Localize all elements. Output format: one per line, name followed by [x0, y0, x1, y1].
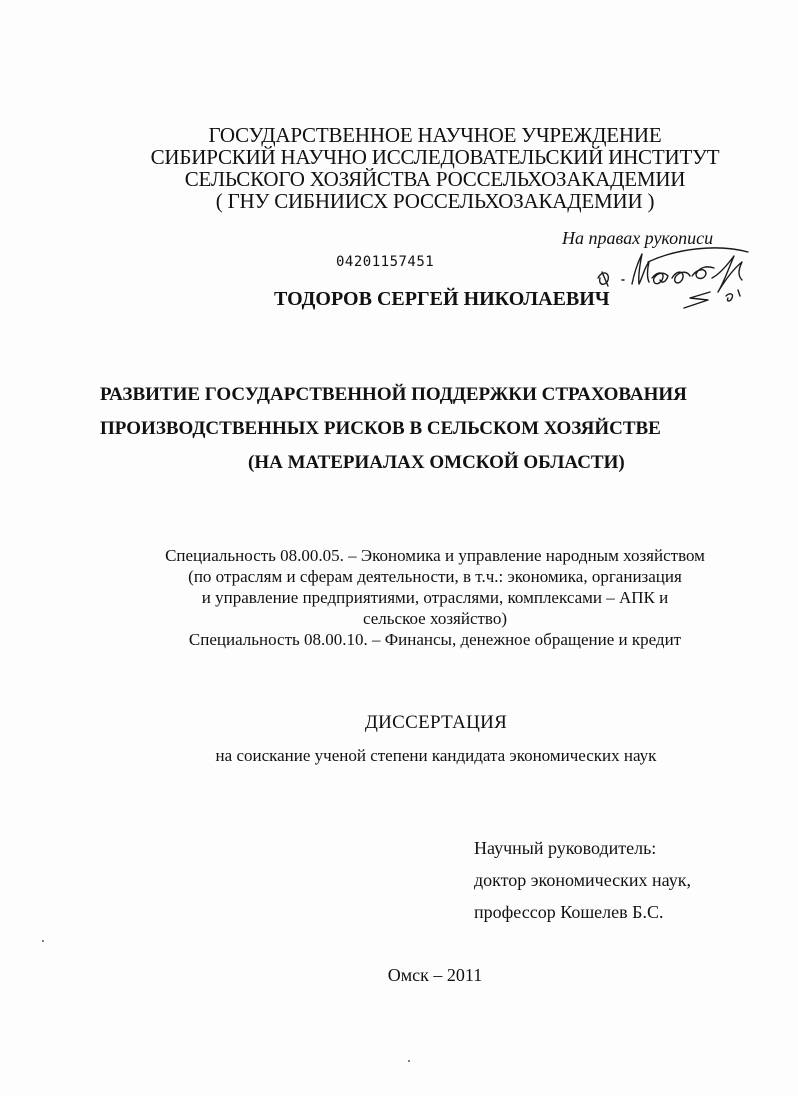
dissertation-title-line: ПРОИЗВОДСТВЕННЫХ РИСКОВ В СЕЛЬСКОМ ХОЗЯЙСТВЕ	[100, 418, 661, 439]
author-name: ТОДОРОВ СЕРГЕЙ НИКОЛАЕВИЧ	[274, 288, 610, 310]
institution-line: СИБИРСКИЙ НАУЧНО ИССЛЕДОВАТЕЛЬСКИЙ ИНСТИТУТ	[150, 145, 720, 169]
institution-line: ГОСУДАРСТВЕННОЕ НАУЧНОЕ УЧРЕЖДЕНИЕ	[208, 123, 662, 147]
signature-stroke	[684, 292, 710, 308]
specialty-line: Специальность 08.00.10. – Финансы, денежное обращение и кредит	[188, 630, 682, 649]
signature-stroke	[632, 254, 649, 284]
advisor-line: профессор Кошелев Б.С.	[474, 902, 664, 922]
scan-speck	[408, 1060, 410, 1062]
document-type: ДИССЕРТАЦИЯ	[364, 712, 508, 733]
signature-stroke	[712, 256, 742, 292]
handwritten-signature	[588, 238, 768, 318]
advisor-line: доктор экономических наук,	[474, 870, 691, 890]
degree-statement: на соискание ученой степени кандидата экономических наук	[215, 746, 657, 765]
specialty-line: (по отраслям и сферам деятельности, в т.ч.: экономика, организация	[188, 567, 682, 586]
manuscript-rights-note: На правах рукописи	[562, 228, 714, 248]
signature-stroke	[672, 272, 690, 283]
advisor-line: Научный руководитель:	[474, 838, 657, 858]
specialty-line: сельское хозяйство)	[362, 609, 507, 628]
institution-header	[120, 124, 750, 212]
institution-line: СЕЛЬСКОГО ХОЗЯЙСТВА РОССЕЛЬХОЗАКАДЕМИИ	[184, 167, 686, 191]
specialty-line: Специальность 08.00.05. – Экономика и управление народным хозяйством	[165, 546, 705, 565]
signature-stroke	[692, 267, 714, 279]
institution-line: ( ГНУ СИБНИИСХ РОССЕЛЬХОЗАКАДЕМИИ )	[215, 189, 655, 213]
scan-speck	[42, 940, 44, 942]
specialties-block	[110, 545, 760, 650]
specialty-line: и управление предприятиями, отраслями, комплексами – АПК и	[201, 588, 669, 607]
signature-stroke	[738, 290, 740, 296]
dissertation-title-line: (НА МАТЕРИАЛАХ ОМСКОЙ ОБЛАСТИ)	[248, 452, 625, 473]
city-year: Омск – 2011	[387, 965, 483, 985]
signature-stroke	[652, 273, 668, 284]
dissertation-title-line: РАЗВИТИЕ ГОСУДАРСТВЕННОЙ ПОДДЕРЖКИ СТРАХОВАНИЯ	[100, 384, 687, 405]
signature-stroke	[726, 294, 733, 301]
library-serial-number: 04201157451	[336, 254, 435, 270]
